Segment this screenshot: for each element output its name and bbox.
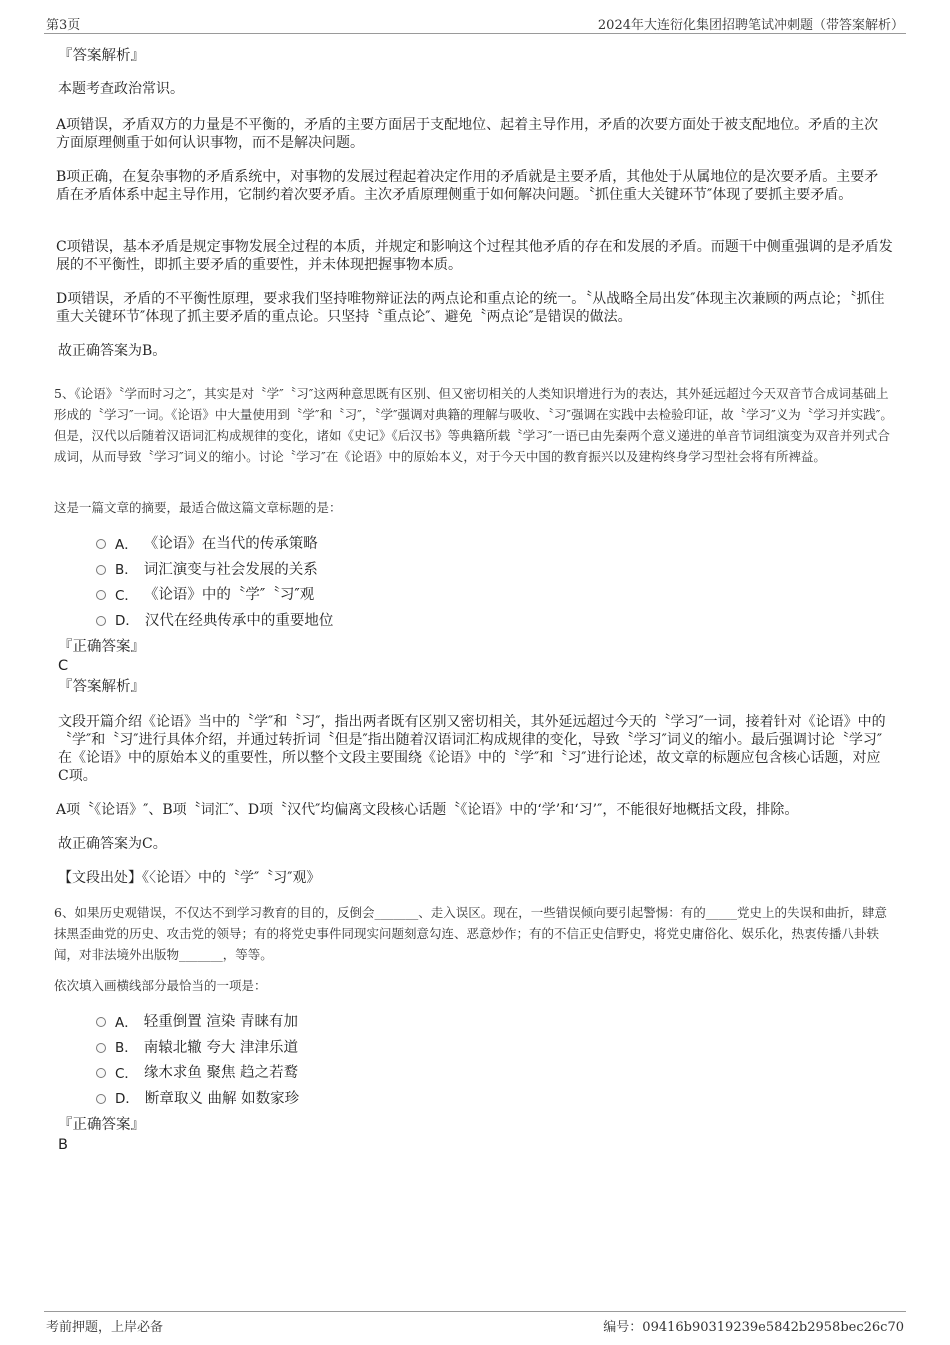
q5-stem: 5、《论语》〝学而时习之″，其实是对〝学″〝习″这两种意思既有区别、但又密切相关的人类知识增进行为的表达，其外延远超过今天双音节合成词基础上形成的〝学习″一词。《论语》中大量使用到〝学″和〝习″，〝学″强调对典籍的理解与吸收、〝习″强调在实践中去检验印证，故〝学习″义为〝学习并实践″。但是，汉代以后随着汉语词汇构成规律的变化，诸如《史记》《后汉书》等典籍所载〝学习″一语已由先秦两个意义递进的单音节词组演变为双音并列式合成词，从而导致〝学习″词义的缩小。讨论〝学习″在《论语》中的原始本义，对于今天中国的教育振兴以及建构终身学习型社会将有所裨益。 [54,386,893,464]
q6-option-d[interactable] [96,1085,299,1111]
option-letter: A． [115,536,138,553]
q4-conclusion: 故正确答案为B。 [58,343,167,359]
option-letter: B． [115,562,138,579]
q5-answer-heading: 『正确答案』 [58,639,145,655]
serial-number: 编号：09416b90319239e5842b2958bec26c70 [603,1320,904,1335]
q6-option-a[interactable] [96,1008,299,1034]
option-letter: D． [115,1091,139,1108]
q5-analysis-heading: 『答案解析』 [58,679,145,695]
option-text: 《论语》中的〝学″〝习″观 [143,587,315,604]
radio-icon[interactable] [96,1068,106,1078]
q4-analysis-b: B项正确，在复杂事物的矛盾系统中，对事物的发展过程起着决定作用的矛盾就是主要矛盾，其他处于从属地位的是次要矛盾。主要矛盾在矛盾体系中起主导作用，它制约着次要矛盾。主次矛盾原理侧重于如何解决问题。〝抓住重大关键环节″体现了要抓主要矛盾。 [56,169,879,203]
q4-analysis-c: C项错误，基本矛盾是规定事物发展全过程的本质，并规定和影响这个过程其他矛盾的存在和发展的矛盾。而题干中侧重强调的是矛盾发展的不平衡性，即抓主要矛盾的重要性，并未体现把握事物本质。 [56,239,893,273]
q6-prompt: 依次填入画横线部分最恰当的一项是： [54,978,267,993]
q6-options [96,1008,299,1110]
q5-options [96,530,333,632]
radio-icon[interactable] [96,616,106,626]
q6-stem: 6、如果历史观错误，不仅达不到学习教育的目的，反倒会_______、走入误区。现在，一些错误倾向要引起警惕：有的_____党史上的失误和曲折，肆意抹黑歪曲党的历史、攻击党的领导；有的将党史事件同现实问题刻意勾连、恶意炒作；有的不信正史信野史，将党史庸俗化、娱乐化，热衷传播八卦轶闻，对非法境外出版物_______，等等。 [54,905,887,962]
q5-analysis-exclusion: A项〝《论语》″、B项〝词汇″、D项〝汉代″均偏离文段核心话题〝《论语》中的‘学’和‘习’″，不能很好地概括文段，排除。 [56,802,799,818]
q5-option-c[interactable] [96,581,333,607]
q5-option-a[interactable] [96,530,333,556]
option-text: 《论语》在当代的传承策略 [143,536,318,553]
q4-analysis-d: D项错误，矛盾的不平衡性原理，要求我们坚持唯物辩证法的两点论和重点论的统一。〝从战略全局出发″体现主次兼顾的两点论；〝抓住重大关键环节″体现了抓主要矛盾的重点论。只坚持〝重点论″、避免〝两点论″是错误的做法。 [56,291,885,325]
footer-slogan: 考前押题，上岸必备 [46,1320,164,1335]
document-title: 2024年大连衍化集团招聘笔试冲刺题（带答案解析） [597,18,904,33]
radio-icon[interactable] [96,1094,106,1104]
q5-source: 【文段出处】《〈论语〉中的〝学″〝习″观》 [58,870,321,886]
option-text: 南辕北辙 夸大 津津乐道 [143,1039,298,1056]
page-footer [44,1311,906,1337]
option-text: 词汇演变与社会发展的关系 [143,561,318,578]
radio-icon[interactable] [96,1017,106,1027]
option-letter: A． [115,1014,138,1031]
q6-answer-heading: 『正确答案』 [58,1117,145,1133]
option-text: 缘木求鱼 聚焦 趋之若鹜 [143,1065,299,1082]
q5-conclusion: 故正确答案为C。 [58,836,167,852]
option-text: 汉代在经典传承中的重要地位 [144,612,334,629]
option-letter: D． [115,613,139,630]
q6-answer: B [58,1137,68,1153]
option-letter: C． [115,1065,138,1082]
radio-icon[interactable] [96,590,106,600]
option-letter: C． [115,587,138,604]
option-text: 轻重倒置 渲染 青睐有加 [143,1014,298,1031]
q5-option-d[interactable] [96,607,333,633]
q6-option-c[interactable] [96,1059,299,1085]
q5-option-b[interactable] [96,556,333,582]
q4-analysis-a: A项错误，矛盾双方的力量是不平衡的，矛盾的主要方面居于支配地位、起着主导作用，矛盾的次要方面处于被支配地位。矛盾的主次方面原理侧重于如何认识事物，而不是解决问题。 [56,117,879,151]
option-text: 断章取义 曲解 如数家珍 [144,1090,300,1107]
radio-icon[interactable] [96,565,106,575]
q4-intro: 本题考查政治常识。 [58,81,184,97]
q5-analysis-main: 文段开篇介绍《论语》当中的〝学″和〝习″，指出两者既有区别又密切相关，其外延远超过今天的〝学习″一词，接着针对《论语》中的〝学″和〝习″进行具体介绍，并通过转折词〝但是″指出随着汉语词汇构成规律的变化，导致〝学习″词义的缩小。最后强调讨论〝学习″在《论语》中的原始本义的重要性，所以整个文段主要围绕《论语》中的〝学″和〝习″进行论述，故文章的标题应包含核心话题，对应C项。 [58,714,886,784]
option-letter: B． [115,1040,138,1057]
radio-icon[interactable] [96,539,106,549]
q5-prompt: 这是一篇文章的摘要，最适合做这篇文章标题的是： [54,500,342,515]
page-number: 第3页 [46,18,81,33]
page-header [44,12,906,34]
radio-icon[interactable] [96,1043,106,1053]
q5-answer: C [58,658,69,674]
q4-analysis-heading: 『答案解析』 [58,48,145,64]
q6-option-b[interactable] [96,1034,299,1060]
